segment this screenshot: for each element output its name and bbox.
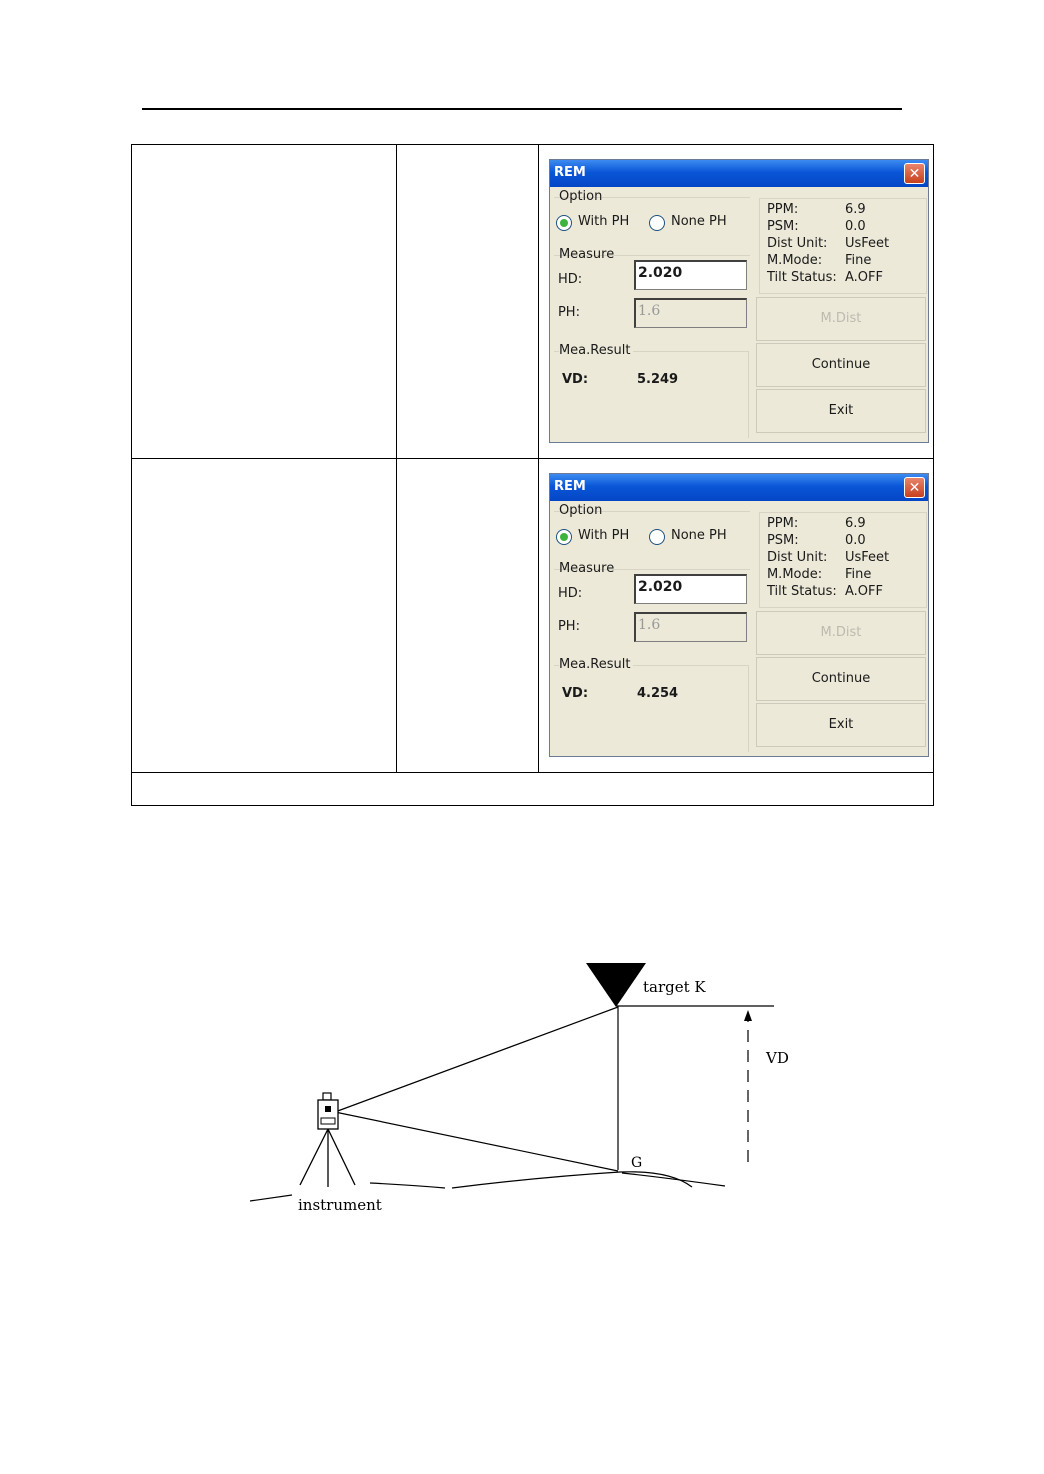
close-button[interactable]	[904, 477, 925, 498]
ph-input[interactable]: 1.6	[634, 298, 747, 328]
continue-button[interactable]: Continue	[756, 343, 926, 387]
close-button[interactable]	[904, 163, 925, 184]
with-ph-radio[interactable]	[556, 215, 572, 231]
meas-mode-value: Fine	[844, 253, 872, 268]
result-label: Mea.Result	[559, 657, 633, 672]
psm-value: 0.0	[844, 219, 866, 234]
ph-label: PH:	[557, 305, 580, 320]
ph-label: PH:	[557, 619, 580, 634]
header-rule	[142, 108, 902, 110]
option-label: Option	[558, 503, 603, 518]
ground-line	[452, 1172, 692, 1188]
vd-label: VD:	[561, 372, 589, 387]
hd-label: HD:	[557, 586, 583, 601]
hd-input[interactable]: 2.020	[634, 260, 747, 290]
psm-label: PSM:	[766, 219, 799, 234]
note-cell	[132, 773, 934, 806]
tilt-status-value: A.OFF	[844, 270, 883, 285]
meas-mode-label: M.Mode:	[766, 253, 823, 268]
vd-value: 5.249	[636, 372, 679, 387]
vd-value: 4.254	[636, 686, 679, 701]
exit-button[interactable]: Exit	[756, 389, 926, 433]
arrow-head-icon	[744, 1010, 752, 1021]
with-ph-radio[interactable]	[556, 529, 572, 545]
continue-button[interactable]: Continue	[756, 657, 926, 701]
mdist-button[interactable]: M.Dist	[756, 611, 926, 655]
display-cell	[538, 145, 933, 459]
with-ph-label[interactable]: With PH	[577, 214, 630, 229]
none-ph-label[interactable]: None PH	[670, 528, 727, 543]
vd-label: VD	[766, 1049, 789, 1067]
ground-line	[622, 1173, 725, 1186]
mdist-button[interactable]: M.Dist	[756, 297, 926, 341]
rem-diagram	[240, 955, 800, 1229]
ground-line	[250, 1195, 292, 1201]
ppm-value: 6.9	[844, 202, 866, 217]
title-bar[interactable]	[550, 474, 928, 501]
sight-line-target	[335, 1007, 618, 1112]
close-icon: ✕	[908, 480, 921, 496]
rem-dialog	[549, 159, 929, 443]
sight-line-ground	[335, 1112, 618, 1171]
ground-point-label: G	[631, 1155, 643, 1171]
rem-diagram-svg	[240, 955, 800, 1225]
psm-label: PSM:	[766, 533, 799, 548]
ppm-label: PPM:	[766, 516, 799, 531]
none-ph-radio[interactable]	[649, 529, 665, 545]
option-label: Option	[558, 189, 603, 204]
rem-dialog	[549, 473, 929, 757]
exit-button[interactable]: Exit	[756, 703, 926, 747]
dist-unit-label: Dist Unit:	[766, 236, 828, 251]
table-row	[132, 773, 934, 806]
dist-unit-value: UsFeet	[844, 550, 890, 565]
table-row	[132, 459, 934, 773]
measure-label: Measure	[558, 561, 615, 576]
procedure-table	[131, 144, 934, 806]
key-cell	[397, 145, 539, 459]
ph-input[interactable]: 1.6	[634, 612, 747, 642]
with-ph-label[interactable]: With PH	[577, 528, 630, 543]
close-icon: ✕	[908, 166, 921, 182]
result-group	[554, 665, 749, 752]
meas-mode-label: M.Mode:	[766, 567, 823, 582]
table-row	[132, 145, 934, 459]
operation-cell	[132, 459, 397, 773]
psm-value: 0.0	[844, 533, 866, 548]
vd-label: VD:	[561, 686, 589, 701]
dist-unit-value: UsFeet	[844, 236, 890, 251]
meas-mode-value: Fine	[844, 567, 872, 582]
target-prism	[586, 963, 646, 1007]
none-ph-label[interactable]: None PH	[670, 214, 727, 229]
ppm-value: 6.9	[844, 516, 866, 531]
tilt-status-label: Tilt Status:	[766, 270, 837, 285]
target-label: target K	[643, 978, 706, 996]
tilt-status-label: Tilt Status:	[766, 584, 837, 599]
display-cell	[538, 459, 933, 773]
operation-cell	[132, 145, 397, 459]
dist-unit-label: Dist Unit:	[766, 550, 828, 565]
result-label: Mea.Result	[559, 343, 633, 358]
tilt-status-value: A.OFF	[844, 584, 883, 599]
ground-line	[370, 1183, 445, 1188]
key-cell	[397, 459, 539, 773]
title-bar[interactable]	[550, 160, 928, 187]
none-ph-radio[interactable]	[649, 215, 665, 231]
measure-label: Measure	[558, 247, 615, 262]
dialog-title: REM	[553, 165, 586, 180]
hd-input[interactable]: 2.020	[634, 574, 747, 604]
hd-label: HD:	[557, 272, 583, 287]
result-group	[554, 351, 749, 438]
instrument-label: instrument	[298, 1196, 382, 1214]
ppm-label: PPM:	[766, 202, 799, 217]
dialog-title: REM	[553, 479, 586, 494]
